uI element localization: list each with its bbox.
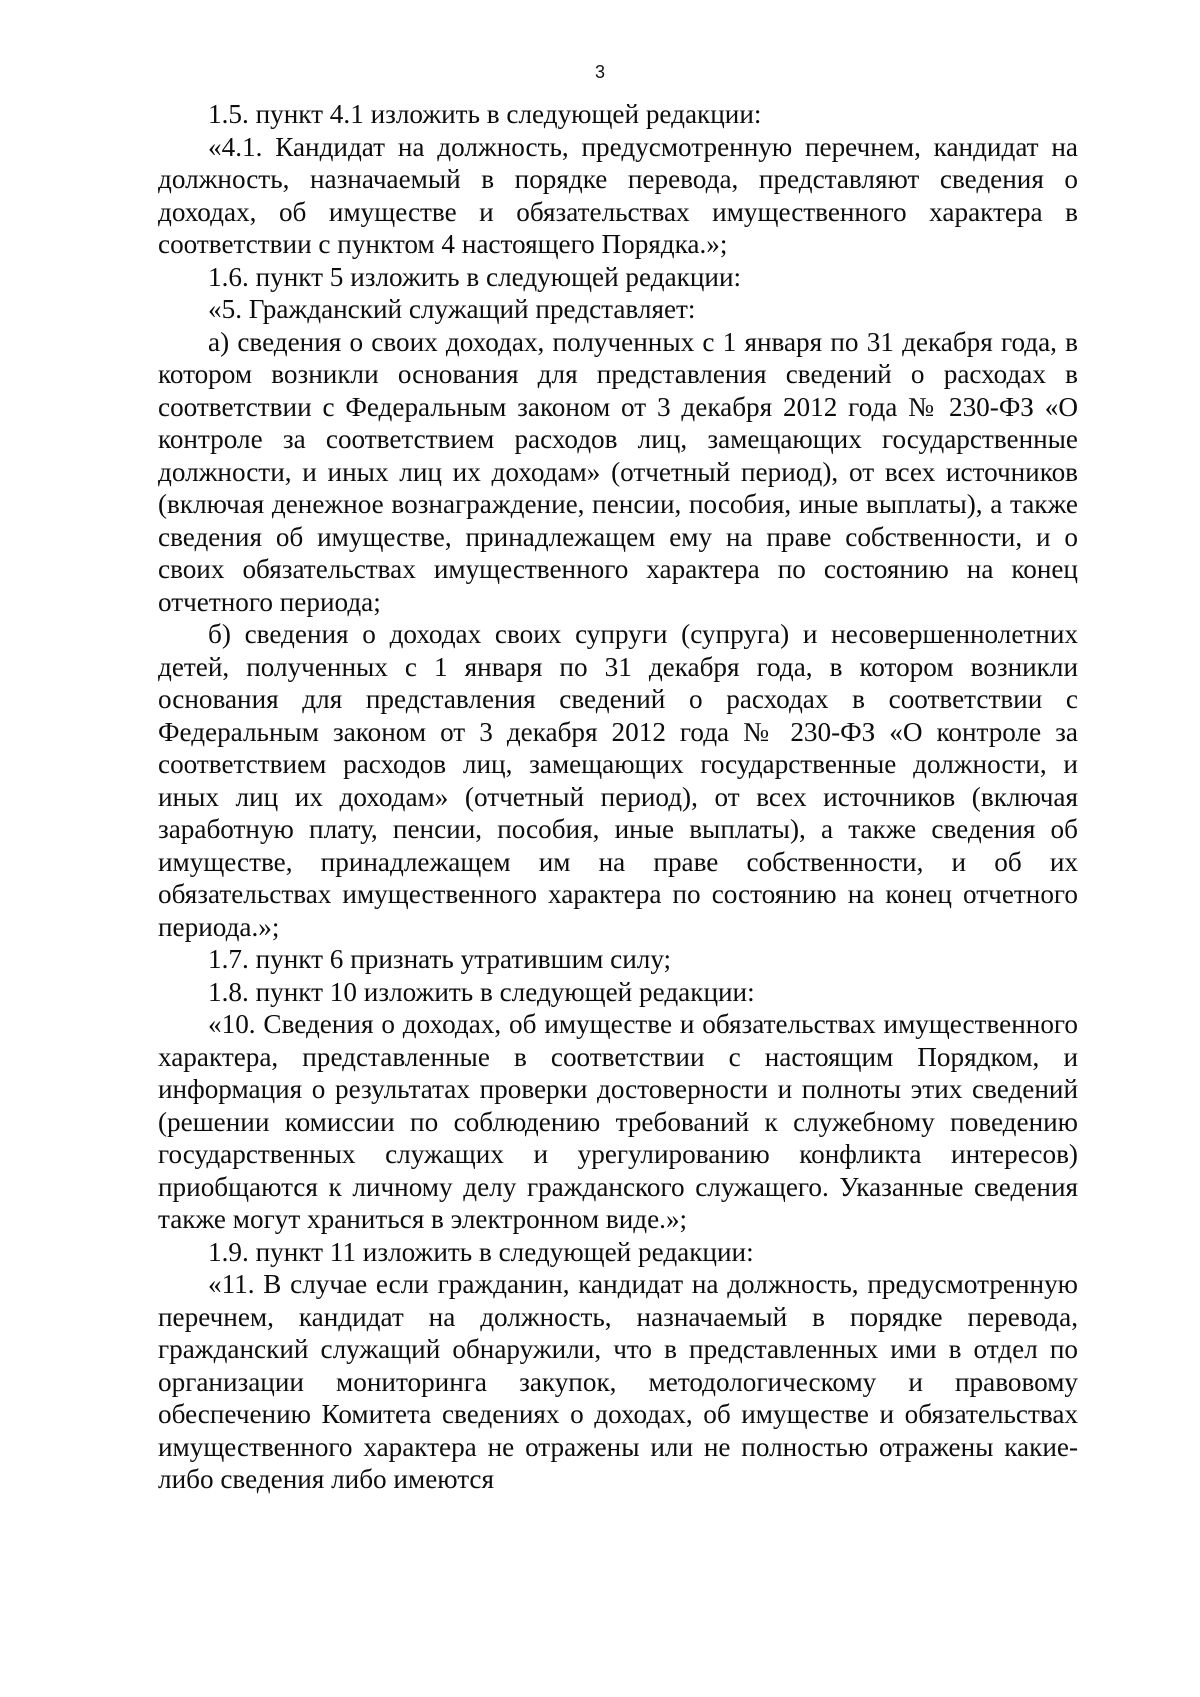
paragraph-5-b: б) сведения о доходах своих супруги (супруга) и несовершеннолетних детей, полученных с 1 января по 31 декабря года, в котором возникли основания для представления сведений о расходах в соответствии с Федеральным законом от 3 декабря 2012 года № 230-ФЗ «О контроле за соответствием расходов лиц, замещающих государственные должности, и иных лиц их доходам» (отчетный период), от всех источников (включая заработную плату, пенсии, пособия, иные выплаты), а также сведения об имуществе, принадлежащем им на праве собственности, и об их обязательствах имущественного характера по состоянию на конец отчетного периода.»; — [158, 619, 1078, 942]
paragraph-5-intro: «5. Гражданский служащий представляет: — [208, 294, 696, 324]
paragraph-1-7: 1.7. пункт 6 признать утратившим силу; — [208, 944, 672, 974]
paragraph-1-8: 1.8. пункт 10 изложить в следующей редакции: — [208, 976, 755, 1007]
paragraph-1-5: 1.5. пункт 4.1 изложить в следующей редакции: — [208, 99, 762, 129]
paragraph-11-text: «11. В случае если гражданин, кандидат на должность, предусмотренную перечнем, кандидат на должность, назначаемый в порядке перевода, гражданский служащий обнаружили, что в представленных ими в отдел по организации мониторинга закупок, методологическому и правовому обеспечению Комитета сведениях о доходах, об имуществе и обязательствах имущественного характера не отражены или не полностью отражены какие-либо сведения либо имеются — [158, 1269, 1078, 1494]
paragraph-1-6: 1.6. пункт 5 изложить в следующей редакции: — [208, 261, 742, 292]
paragraph-4-1-text: «4.1. Кандидат на должность, предусмотренную перечнем, кандидат на должность, назначаемый в порядке перевода, представляют сведения о доходах, об имуществе и обязательствах имущественного характера в соответствии с пунктом 4 настоящего Порядка.»; — [158, 131, 1078, 259]
page-number: 3 — [594, 62, 605, 82]
paragraph-10-text: «10. Сведения о доходах, об имуществе и обязательствах имущественного характера, представленные в соответствии с настоящим Порядком, и информация о результатах проверки достоверности и полноты этих сведений (решении комиссии по соблюдению требований к служебному поведению государственных служащих и урегулированию конфликта интересов) приобщаются к личному делу гражданского служащего. Указанные сведения также могут храниться в электронном виде.»; — [158, 1009, 1078, 1234]
paragraph-1-9: 1.9. пункт 11 изложить в следующей редакции: — [208, 1236, 754, 1267]
document-body — [158, 98, 1078, 1496]
paragraph-5-a: а) сведения о своих доходах, полученных с 1 января по 31 декабря года, в котором возникли основания для представления сведений о расходах в соответствии с Федеральным законом от 3 декабря 2012 года № 230-ФЗ «О контроле за соответствием расходов лиц, замещающих государственные должности, и иных лиц их доходам» (отчетный период), от всех источников (включая денежное вознаграждение, пенсии, пособия, иные выплаты), а также сведения об имуществе, принадлежащем ему на праве собственности, и о своих обязательствах имущественного характера по состоянию на конец отчетного периода; — [158, 326, 1078, 617]
